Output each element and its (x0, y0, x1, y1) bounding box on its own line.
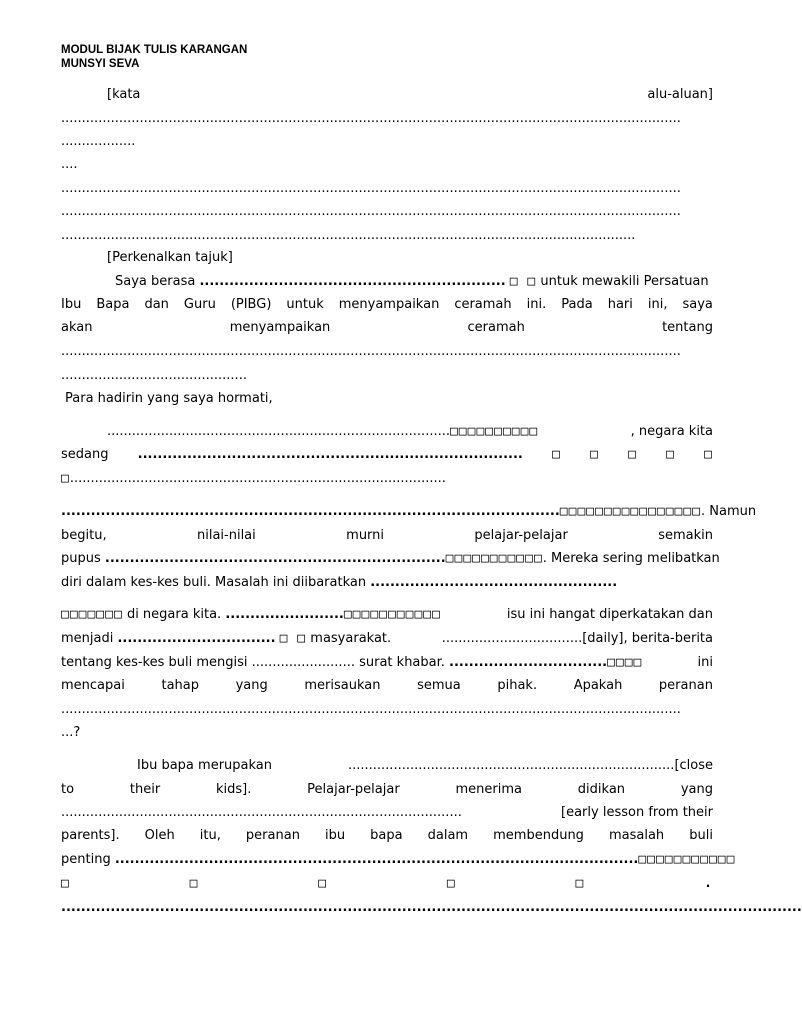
text-run: , negara kita (630, 424, 713, 439)
word: merisaukan (304, 678, 381, 693)
blank-run: .............................................................. (199, 274, 506, 289)
word: masalah (608, 828, 665, 843)
blank-run: ..................................................................... (104, 551, 446, 566)
blank-line: ...................................................................................................................................................... (61, 702, 681, 717)
text-run: masyarakat. (310, 631, 392, 646)
word: untuk (286, 297, 324, 312)
word: ini, (647, 297, 668, 312)
bracket-text: alu-aluan] (647, 87, 713, 102)
word: tahap (161, 678, 199, 693)
text-run: ..................................[daily], berita-berita (441, 631, 713, 646)
text-run: isu ini hangat diperkatakan dan (506, 607, 713, 622)
word: pihak. (497, 678, 538, 693)
word: ini. (526, 297, 547, 312)
glyph-run: □ □ (279, 631, 307, 646)
blank-run: ................................................................................... (107, 424, 450, 439)
word: pelajar-pelajar (474, 528, 568, 543)
word: ceramah (454, 297, 512, 312)
glyph-run: □□□□ (607, 655, 643, 670)
blank-line: ............................................. (61, 368, 247, 383)
blank-line: ...................................................................................................................................................... (61, 204, 681, 219)
text-line (61, 850, 736, 870)
text-line (61, 874, 713, 894)
text-line (61, 756, 713, 776)
text-run: Ibu bapa merupakan (137, 758, 272, 773)
word: . (704, 876, 713, 891)
glyph-run: □□□□□□□□□□□ (445, 551, 543, 566)
document-header-title: MODUL BIJAK TULIS KARANGAN (61, 44, 248, 56)
text-line (61, 272, 713, 292)
glyph-run: □□□□□□□□□□□□□□□□ (559, 504, 702, 519)
blank-line: ........................................................................................................................................... (61, 228, 636, 243)
text-run: ini (697, 655, 713, 670)
text-run: pupus (61, 551, 101, 566)
word: akan (61, 320, 93, 335)
text-run: penting (61, 852, 111, 867)
word: □ (189, 876, 199, 891)
blank-line: ...................................................................................................................................................... (61, 111, 681, 126)
text-run: menjadi (61, 631, 114, 646)
glyph-run: □ □ (509, 274, 537, 289)
glyph-run: □□□□□□□□□□ (449, 424, 539, 439)
blank-run: ......................... (251, 655, 355, 670)
bracket-text: [Perkenalkan tajuk] (107, 250, 233, 265)
text-run: tentang kes-kes buli mengisi (61, 655, 248, 670)
blank-line: .................. (61, 134, 136, 149)
word: dan (144, 297, 169, 312)
word: kids]. (215, 782, 252, 797)
word: to (61, 782, 75, 797)
word: semakin (658, 528, 713, 543)
word: Guru (183, 297, 216, 312)
bracket-text: [kata (107, 87, 141, 102)
text-line (61, 629, 713, 649)
blank-run: ........................ (225, 607, 344, 622)
word: buli (689, 828, 713, 843)
glyph-run: □ (628, 447, 637, 462)
text-line (61, 469, 713, 489)
text-line (61, 573, 713, 593)
word: mencapai (61, 678, 125, 693)
text-line (61, 676, 713, 696)
blank-run: ..................................................................................................... (61, 504, 560, 519)
word: dalam (427, 828, 469, 843)
word: didikan (577, 782, 626, 797)
blank-line: ...................................................................................................................................................... (61, 181, 681, 196)
blank-line: .... (61, 157, 78, 172)
word: bapa (370, 828, 403, 843)
text-line (61, 445, 713, 465)
text-run: . Namun (701, 504, 757, 519)
glyph-run: □ (704, 447, 713, 462)
blank-line: ...................................................................................................................................................... (61, 344, 681, 359)
text-line (61, 549, 720, 569)
word: nilai-nilai (196, 528, 256, 543)
glyph-run: □ (666, 447, 675, 462)
glyph-run: □ (552, 447, 561, 462)
word: menyampaikan (338, 297, 440, 312)
text-run: . Mereka sering melibatkan (542, 551, 720, 566)
word: Oleh (144, 828, 175, 843)
text-line (61, 85, 713, 105)
text-line (61, 295, 713, 315)
text-run: surat khabar. (359, 655, 445, 670)
blank-run: .......................................................................................................... (114, 852, 639, 867)
blank-run: .................................................. (370, 575, 618, 590)
text-run: [early lesson from their (561, 805, 713, 820)
word: murni (346, 528, 385, 543)
word: membendung (493, 828, 584, 843)
blank-run: ...............................................................................[close (347, 758, 713, 773)
word: menyampaikan (229, 320, 331, 335)
text-run: untuk mewakili Persatuan (540, 274, 709, 289)
word: Pada (561, 297, 593, 312)
word: Apakah (573, 678, 623, 693)
blank-run: ........................................................................................... (69, 471, 446, 486)
word: □ (318, 876, 328, 891)
word: menerima (455, 782, 522, 797)
word: □ (575, 876, 585, 891)
word: □ (61, 876, 70, 891)
text-run: diri dalam kes-kes buli. Masalah ini diibaratkan (61, 575, 367, 590)
glyph-run: □□□□□□□ (61, 607, 123, 622)
word: tentang (662, 320, 713, 335)
text-line (61, 422, 713, 442)
word: yang (680, 782, 713, 797)
word: itu, (199, 828, 221, 843)
text-line (61, 605, 713, 625)
text-run: Saya berasa (115, 274, 196, 289)
document-header-subtitle: MUNSYI SEVA (61, 58, 140, 70)
text-line (61, 780, 713, 800)
word: Pelajar-pelajar (307, 782, 400, 797)
text-line (61, 653, 713, 673)
text-line (61, 526, 713, 546)
blank-run: ................................................................................................. (61, 805, 462, 820)
blank-line: ...................................................................................................................................................... (61, 900, 802, 915)
word: their (129, 782, 161, 797)
glyph-run: □□□□□□□□□□□ (638, 852, 736, 867)
word: □ (446, 876, 456, 891)
blank-run: ................................ (449, 655, 608, 670)
word: Ibu (61, 297, 82, 312)
text-line (61, 318, 713, 338)
word: yang (235, 678, 268, 693)
text-run: sedang (61, 447, 109, 462)
word: begitu, (61, 528, 107, 543)
word: peranan (658, 678, 713, 693)
text-line (61, 826, 713, 846)
text-line (61, 803, 713, 823)
text-line (61, 502, 757, 522)
word: Bapa (96, 297, 130, 312)
word: parents]. (61, 828, 120, 843)
word: ceramah (467, 320, 525, 335)
word: hari (607, 297, 633, 312)
word: semua (417, 678, 461, 693)
text-run: di negara kita. (126, 607, 222, 622)
word: (PIBG) (230, 297, 272, 312)
word: ibu (324, 828, 346, 843)
blank-run: ................................ (117, 631, 276, 646)
glyph-run: □ (61, 471, 70, 486)
blank-run: .............................................................................. (137, 447, 523, 462)
word: peranan (245, 828, 300, 843)
salutation: Para hadirin yang saya hormati, (65, 391, 273, 406)
glyph-run: □ (590, 447, 599, 462)
word: saya (682, 297, 713, 312)
blank-line: ...? (61, 725, 81, 740)
glyph-run: □□□□□□□□□□□ (343, 607, 441, 622)
